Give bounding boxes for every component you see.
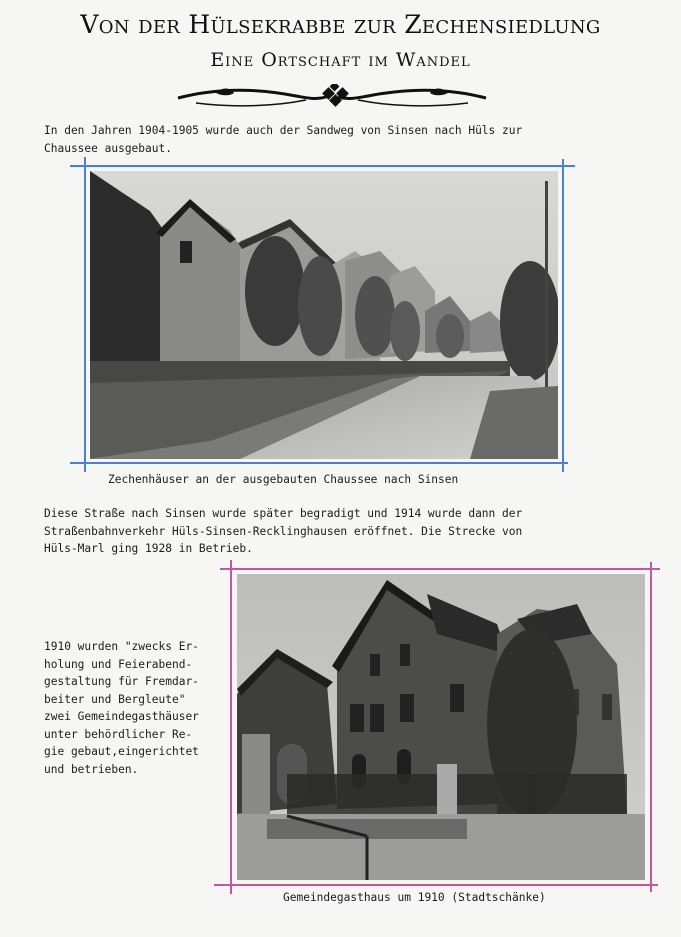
photo-guesthouse-caption: Gemeindegasthaus um 1910 (Stadtschänke)	[283, 891, 546, 904]
photo-frame-top	[220, 568, 660, 570]
photo-street-caption: Zechenhäuser an der ausgebauten Chaussee nach Sinsen	[108, 473, 459, 486]
guesthouse-paragraph: 1910 wurden "zwecks Er- holung und Feierabend- gestaltung für Fremdar- beiter und Bergleute" zwei Gemeindegasthäuser unter behördlicher Re- gie gebaut,eingerichtet und betrieben.	[44, 640, 199, 776]
photo-frame-right	[650, 562, 652, 892]
photo-frame-left	[230, 560, 232, 894]
intro-paragraph: In den Jahren 1904-1905 wurde auch der Sandweg von Sinsen nach Hüls zur Chaussee ausgebaut.	[44, 124, 523, 155]
photo-frame-left	[84, 157, 86, 472]
decorative-divider-icon	[176, 84, 488, 110]
photo-frame-right	[562, 159, 564, 472]
tram-paragraph: Diese Straße nach Sinsen wurde später begradigt und 1914 wurde dann der Straßenbahnverkehr Hüls-Sinsen-Recklinghausen eröffnet. Die Strecke von Hüls-Marl ging 1928 in Betrieb.	[44, 507, 523, 555]
photo-frame-bottom	[70, 462, 568, 464]
page-title: Von der Hülsekrabbe zur Zechensiedlung	[80, 10, 601, 39]
photo-guesthouse	[237, 574, 645, 880]
photo-frame-top	[70, 165, 575, 167]
photo-frame-bottom	[214, 884, 658, 886]
page-subtitle: Eine Ortschaft im Wandel	[210, 49, 471, 71]
photo-street-houses	[90, 171, 558, 459]
